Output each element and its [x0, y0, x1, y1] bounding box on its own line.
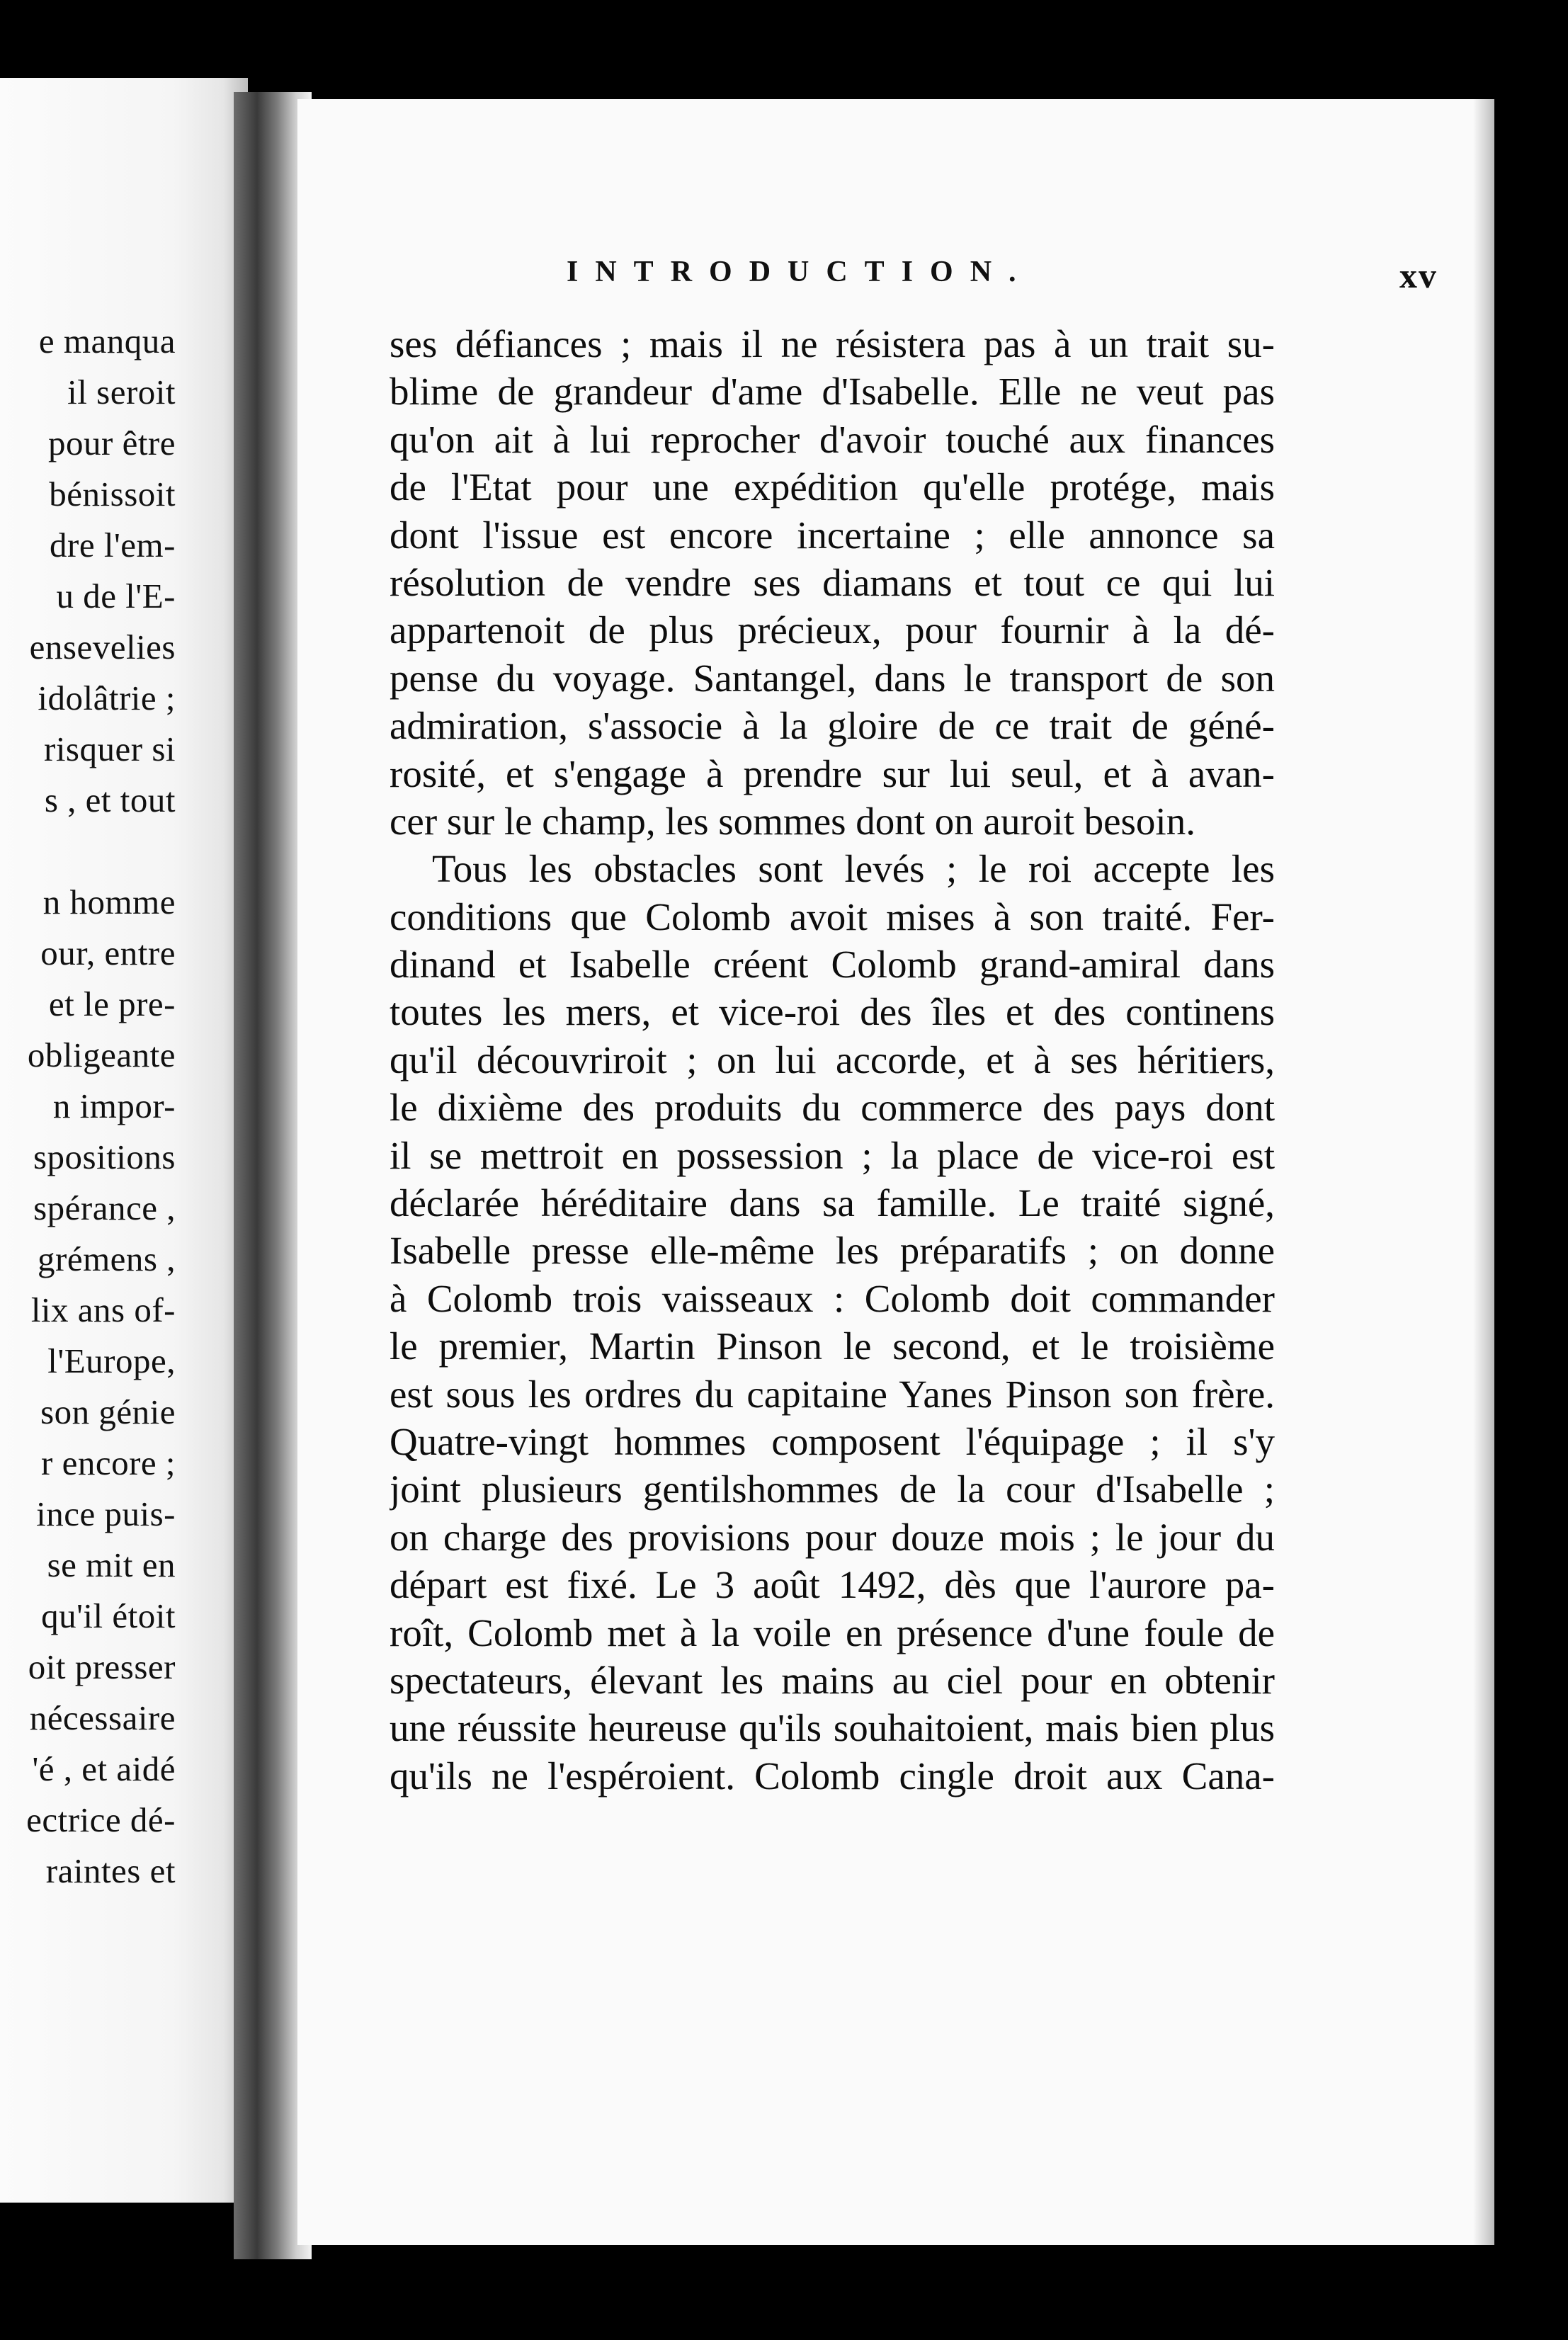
text-line: à Colomb trois vaisseaux : Colomb doit commander: [390, 1276, 1275, 1320]
body-text: [390, 320, 1275, 1800]
left-page-line: l'Europe,: [47, 1341, 176, 1380]
left-page-line: ectrice dé-: [26, 1800, 176, 1839]
left-page-line: son génie: [40, 1392, 176, 1431]
page-number: xv: [1399, 256, 1438, 295]
left-page-line: pour être: [48, 424, 176, 462]
left-page-line: qu'il étoit: [41, 1596, 176, 1635]
text-line: de l'Etat pour une expédition qu'elle protége, mais: [390, 465, 1275, 509]
text-line: conditions que Colomb avoit mises à son traité. Fer-: [390, 894, 1275, 938]
left-page-line: risquer si: [44, 729, 176, 768]
text-line: blime de grandeur d'ame d'Isabelle. Elle ne veut pas: [390, 370, 1275, 414]
left-page-line: obligeante: [27, 1035, 176, 1074]
left-page-line: e manqua: [38, 322, 176, 360]
left-page-line: our, entre: [40, 933, 176, 972]
text-line: admiration, s'associe à la gloire de ce trait de géné-: [390, 704, 1275, 748]
text-line: Tous les obstacles sont levés ; le roi accepte les: [432, 847, 1275, 891]
text-line: ses défiances ; mais il ne résistera pas à un trait su-: [390, 322, 1275, 365]
text-line: rosité, et s'engage à prendre sur lui seul, et à avan-: [390, 751, 1275, 795]
left-page-line: nécessaire: [29, 1698, 176, 1737]
text-line: le dixième des produits du commerce des pays dont: [390, 1086, 1275, 1130]
left-page-line: ensevelies: [29, 627, 176, 666]
left-page-text: [26, 316, 176, 1897]
text-line: une réussite heureuse qu'ils souhaitoient, mais bien plus: [390, 1706, 1275, 1750]
text-line: pense du voyage. Santangel, dans le transport de son: [390, 656, 1275, 700]
left-page-line: spositions: [33, 1137, 176, 1176]
text-line: spectateurs, élevant les mains au ciel pour en obtenir: [390, 1658, 1275, 1702]
left-page-line: il seroit: [67, 373, 176, 411]
left-page-line: se mit en: [47, 1545, 176, 1584]
left-page-line: n homme: [42, 882, 176, 921]
left-page-line: u de l'E-: [56, 577, 176, 615]
text-line: on charge des provisions pour douze mois ; le jour du: [390, 1515, 1275, 1559]
text-line: déclarée héréditaire dans sa famille. Le traité signé,: [390, 1181, 1275, 1225]
left-page-line: raintes et: [45, 1851, 176, 1890]
running-head-title: INTRODUCTION.: [567, 256, 1033, 288]
left-page-line: idolâtrie ;: [38, 678, 176, 717]
text-line: il se mettroit en possession ; la place de vice-roi est: [390, 1133, 1275, 1177]
left-page-paragraph-gap: [26, 826, 176, 877]
left-page-line: r encore ;: [41, 1443, 176, 1482]
left-page-line: grémens ,: [38, 1239, 176, 1278]
text-line: toutes les mers, et vice-roi des îles et des continens: [390, 990, 1275, 1034]
right-page: [297, 99, 1494, 2245]
left-page-line: s , et tout: [44, 780, 176, 819]
text-line: cer sur le champ, les sommes dont on auroit besoin.: [390, 799, 1195, 843]
text-line: résolution de vendre ses diamans et tout ce qui lui: [390, 560, 1275, 604]
text-line: est sous les ordres du capitaine Yanes Pinson son frère.: [390, 1372, 1275, 1416]
text-line: Isabelle presse elle-même les préparatifs ; on donne: [390, 1229, 1275, 1273]
text-line: qu'il découvriroit ; on lui accorde, et à ses héritiers,: [390, 1038, 1275, 1081]
text-line: appartenoit de plus précieux, pour fournir à la dé-: [390, 608, 1275, 652]
left-page-line: n impor-: [52, 1086, 176, 1125]
text-line: qu'on ait à lui reprocher d'avoir touché aux finances: [390, 417, 1275, 461]
left-page-line: et le pre-: [48, 984, 176, 1023]
text-line: joint plusieurs gentilshommes de la cour d'Isabelle ;: [390, 1467, 1275, 1511]
text-line: dinand et Isabelle créent Colomb grand-amiral dans: [390, 943, 1275, 987]
text-line: le premier, Martin Pinson le second, et le troisième: [390, 1324, 1275, 1368]
text-line: départ est fixé. Le 3 août 1492, dès que l'aurore pa-: [390, 1563, 1275, 1607]
left-facing-page: [0, 78, 248, 2203]
left-page-line: 'é , et aidé: [32, 1749, 176, 1788]
text-line: Quatre-vingt hommes composent l'équipage ; il s'y: [390, 1419, 1275, 1463]
left-page-line: lix ans of-: [30, 1290, 176, 1329]
text-line: roît, Colomb met à la voile en présence d'une foule de: [390, 1611, 1275, 1654]
left-page-line: ince puis-: [36, 1494, 176, 1533]
text-line: qu'ils ne l'espéroient. Colomb cingle droit aux Cana-: [390, 1754, 1275, 1797]
left-page-line: oit presser: [28, 1647, 176, 1686]
left-page-line: dre l'em-: [50, 526, 176, 564]
text-line: dont l'issue est encore incertaine ; elle annonce sa: [390, 513, 1275, 557]
running-head: [567, 255, 1438, 312]
left-page-line: spérance ,: [33, 1188, 176, 1227]
left-page-line: bénissoit: [49, 475, 176, 513]
